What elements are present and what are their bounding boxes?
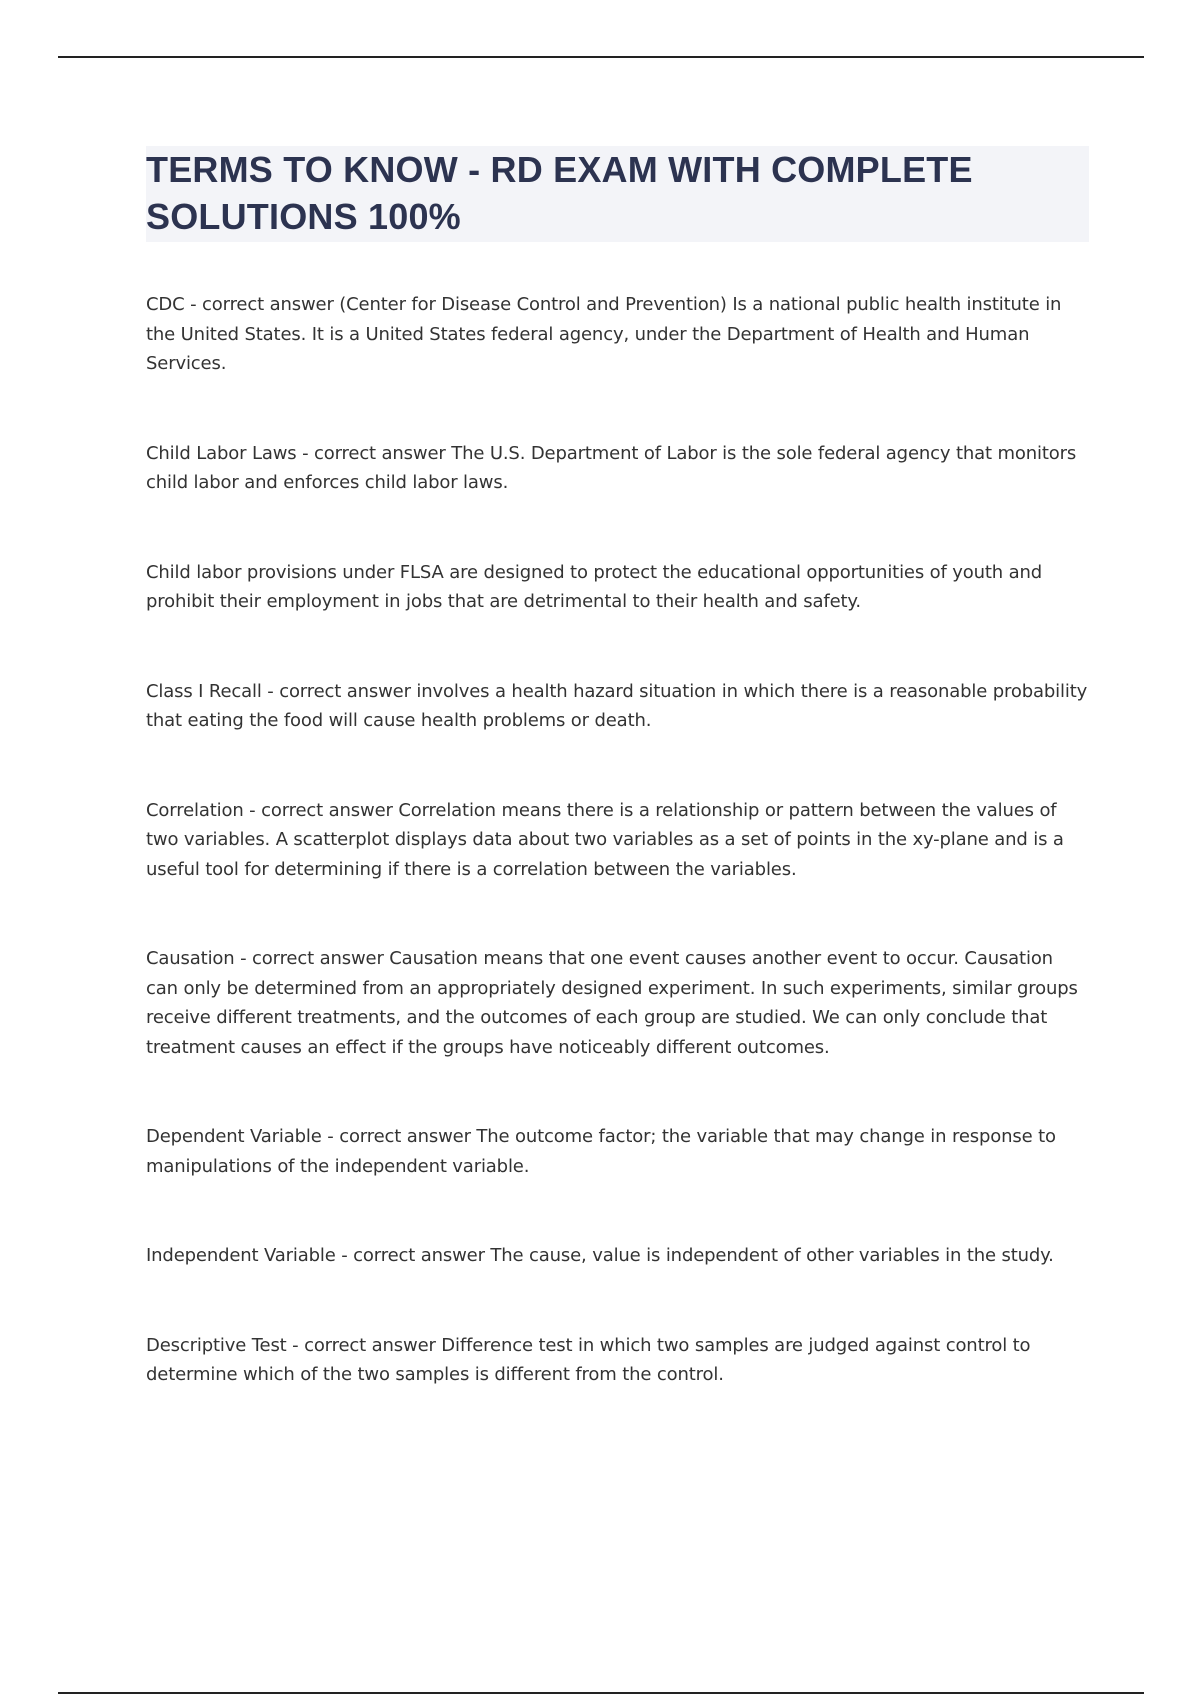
term-entry-correlation: Correlation - correct answer Correlation means there is a relationship or pattern between the values of two variables. A scatterplot displays data about two variables as a set of points in the xy-plane and is a useful tool for determining if there is a correlation between the variables. <box>146 799 1064 880</box>
document-title: TERMS TO KNOW - RD EXAM WITH COMPLETE SOLUTIONS 100% <box>146 149 973 237</box>
term-entry-independent-variable: Independent Variable - correct answer The cause, value is independent of other variables in the study. <box>146 1245 1054 1266</box>
term-entry-child-labor-provisions: Child labor provisions under FLSA are designed to protect the educational opportunities of youth and prohibit their employment in jobs that are detrimental to their health and safety. <box>146 561 1043 612</box>
term-entry-causation: Causation - correct answer Causation means that one event causes another event to occur. Causation can only be determined from an appropriately designed experiment. In such experiments, similar groups receive different treatments, and the outcomes of each group are studied. We can only conclude that treatment causes an effect if the groups have noticeably different outcomes. <box>146 948 1078 1058</box>
document-page <box>146 146 1089 1450</box>
term-entry-class-i-recall: Class I Recall - correct answer involves a health hazard situation in which there is a reasonable probability that eating the food will cause health problems or death. <box>146 680 1088 731</box>
term-entry-descriptive-test: Descriptive Test - correct answer Difference test in which two samples are judged against control to determine which of the two samples is different from the control. <box>146 1334 1031 1385</box>
title-banner <box>146 146 1089 242</box>
term-list <box>146 290 1089 1390</box>
bottom-rule <box>58 1692 1144 1694</box>
top-rule <box>58 56 1144 58</box>
term-entry-cdc: CDC - correct answer (Center for Disease Control and Prevention) Is a national public health institute in the United States. It is a United States federal agency, under the Department of Health and Human Services. <box>146 294 1062 374</box>
term-entry-child-labor-laws: Child Labor Laws - correct answer The U.S. Department of Labor is the sole federal agency that monitors child labor and enforces child labor laws. <box>146 442 1077 493</box>
term-entry-dependent-variable: Dependent Variable - correct answer The outcome factor; the variable that may change in response to manipulations of the independent variable. <box>146 1126 1056 1177</box>
